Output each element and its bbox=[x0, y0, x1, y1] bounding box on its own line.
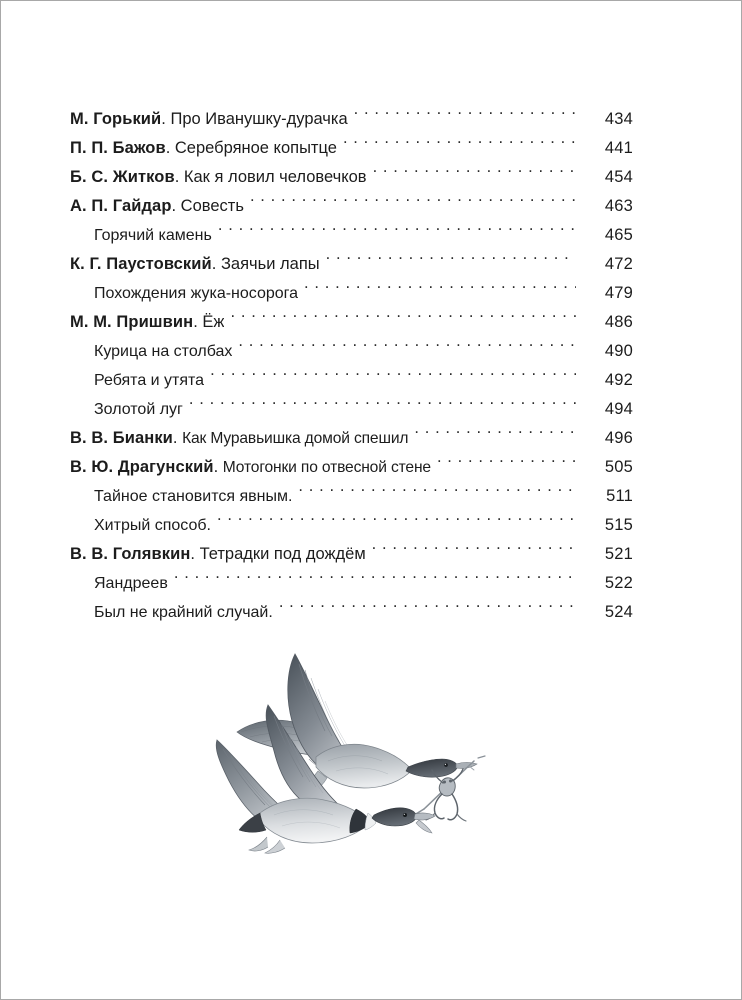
toc-entry-separator: . bbox=[193, 313, 203, 331]
toc-entry-title: Ёж bbox=[202, 313, 225, 331]
toc-entry-title: Про Иванушку-дурачка bbox=[170, 110, 348, 128]
toc-entry-label bbox=[70, 250, 320, 279]
toc-leader-dots bbox=[218, 224, 576, 241]
toc-entry-page-number: 441 bbox=[604, 139, 633, 157]
toc-leader-dots bbox=[343, 137, 576, 154]
toc-entry-page-number: 511 bbox=[606, 487, 633, 505]
toc-leader-dots bbox=[437, 456, 576, 473]
toc-entry-title: Заячьи лапы bbox=[220, 255, 320, 273]
two-ducks-carrying-frog-on-twig-illustration bbox=[206, 637, 486, 873]
toc-entry[interactable] bbox=[70, 395, 633, 424]
toc-entry-separator: . bbox=[174, 168, 184, 186]
toc-entry[interactable] bbox=[70, 192, 633, 221]
toc-leader-dots bbox=[174, 572, 576, 589]
toc-leader-dots bbox=[217, 514, 576, 531]
toc-entry-title: Золотой луг bbox=[94, 401, 183, 418]
toc-leader-dots bbox=[304, 282, 576, 299]
toc-entry[interactable] bbox=[70, 424, 633, 453]
toc-leader-dots bbox=[372, 543, 576, 560]
toc-entry-page-number: 486 bbox=[604, 313, 633, 331]
toc-entry-separator: . bbox=[172, 429, 183, 447]
toc-leader-dots bbox=[373, 166, 576, 183]
toc-entry-title: Серебряное копытце bbox=[174, 139, 337, 157]
toc-entry-author: М. М. Пришвин bbox=[70, 313, 194, 331]
toc-entry-separator: . bbox=[190, 545, 200, 563]
toc-entry[interactable] bbox=[70, 511, 633, 540]
toc-entry[interactable] bbox=[70, 308, 633, 337]
toc-leader-dots bbox=[326, 253, 576, 270]
toc-entry-label bbox=[70, 221, 212, 250]
toc-entry-separator: . bbox=[165, 139, 175, 157]
toc-entry-page-number: 490 bbox=[604, 342, 633, 360]
toc-entry-title: Был не крайний случай. bbox=[94, 604, 273, 621]
toc-entry-label bbox=[70, 540, 366, 569]
toc-entry-label bbox=[70, 453, 431, 482]
toc-entry[interactable] bbox=[70, 221, 633, 250]
toc-entry[interactable] bbox=[70, 598, 633, 627]
toc-entry-label bbox=[70, 569, 168, 598]
toc-entry-label bbox=[70, 395, 183, 424]
toc-entry-title: Похождения жука-носорога bbox=[94, 285, 299, 302]
toc-entry-author: В. Ю. Драгунский bbox=[70, 458, 214, 476]
toc-entry-author: В. В. Голявкин bbox=[70, 545, 191, 563]
toc-leader-dots bbox=[238, 340, 576, 357]
toc-entry-title: Как Муравьишка домой спешил bbox=[182, 430, 409, 447]
toc-leader-dots bbox=[230, 311, 576, 328]
toc-entry-label bbox=[70, 134, 337, 163]
toc-entry-page-number: 465 bbox=[604, 226, 633, 244]
toc-entry[interactable] bbox=[70, 569, 633, 598]
toc-entry-label bbox=[70, 279, 298, 308]
toc-entry-page-number: 492 bbox=[604, 371, 633, 389]
toc-entry-page-number: 494 bbox=[604, 400, 633, 418]
toc-entry-title: Хитрый способ. bbox=[94, 517, 211, 534]
toc-leader-dots bbox=[250, 195, 576, 212]
toc-entry-page-number: 522 bbox=[604, 574, 633, 592]
toc-entry-label bbox=[70, 511, 211, 540]
toc-entry-author: К. Г. Паустовский bbox=[70, 255, 212, 273]
toc-entry[interactable] bbox=[70, 540, 633, 569]
toc-entry[interactable] bbox=[70, 453, 633, 482]
toc-entry-label bbox=[70, 424, 408, 453]
toc-entry-title: Как я ловил человечков bbox=[183, 168, 367, 186]
toc-leader-dots bbox=[298, 485, 576, 502]
toc-entry-page-number: 472 bbox=[604, 255, 633, 273]
toc-entry-label bbox=[70, 163, 367, 192]
toc-entry-page-number: 521 bbox=[604, 545, 633, 563]
toc-entry[interactable] bbox=[70, 366, 633, 395]
toc-entry[interactable] bbox=[70, 279, 633, 308]
toc-entry-page-number: 479 bbox=[604, 284, 633, 302]
toc-entry-title: Ребята и утята bbox=[94, 372, 205, 389]
toc-entry[interactable] bbox=[70, 482, 633, 511]
toc-entry-title: Тайное становится явным. bbox=[94, 488, 293, 505]
toc-entry-title: Мотогонки по отвесной стене bbox=[222, 459, 431, 476]
toc-entry-author: П. П. Бажов bbox=[70, 139, 166, 157]
toc-entry-author: Б. С. Житков bbox=[70, 168, 175, 186]
toc-entry-separator: . bbox=[213, 458, 223, 476]
toc-entry[interactable] bbox=[70, 250, 633, 279]
toc-entry-title: Совесть bbox=[180, 197, 244, 215]
toc-entry-label bbox=[70, 366, 204, 395]
toc-entry-page-number: 454 bbox=[604, 168, 633, 186]
toc-entry-label bbox=[70, 482, 292, 511]
toc-entry-page-number: 463 bbox=[604, 197, 633, 215]
toc-entry-separator: . bbox=[171, 197, 181, 215]
toc-entry-separator: . bbox=[161, 110, 171, 128]
toc-entry-title: Горячий камень bbox=[94, 227, 212, 244]
toc-entry[interactable] bbox=[70, 163, 633, 192]
toc-leader-dots bbox=[279, 601, 576, 618]
toc-entry-title: Тетрадки под дождём bbox=[199, 545, 366, 563]
table-of-contents bbox=[70, 105, 633, 627]
toc-entry-page-number: 496 bbox=[604, 429, 633, 447]
toc-leader-dots bbox=[189, 398, 576, 415]
toc-entry-label bbox=[70, 337, 232, 366]
toc-entry-author: А. П. Гайдар bbox=[70, 197, 172, 215]
toc-leader-dots bbox=[210, 369, 576, 386]
toc-entry-author: В. В. Бианки bbox=[70, 429, 173, 447]
toc-entry-title: Яандреев bbox=[94, 575, 168, 592]
toc-entry-page-number: 524 bbox=[604, 603, 633, 621]
toc-entry-title: Курица на столбах bbox=[94, 343, 233, 360]
toc-entry-page-number: 515 bbox=[604, 516, 633, 534]
toc-leader-dots bbox=[414, 427, 576, 444]
toc-entry-page-number: 505 bbox=[604, 458, 633, 476]
toc-entry-label bbox=[70, 308, 224, 337]
toc-entry-label bbox=[70, 192, 244, 221]
toc-entry[interactable] bbox=[70, 105, 633, 134]
toc-entry[interactable] bbox=[70, 337, 633, 366]
toc-entry-page-number: 434 bbox=[604, 110, 633, 128]
toc-entry-label bbox=[70, 598, 273, 627]
toc-entry-separator: . bbox=[211, 255, 221, 273]
toc-entry-author: М. Горький bbox=[70, 110, 162, 128]
toc-entry[interactable] bbox=[70, 134, 633, 163]
toc-entry-label bbox=[70, 105, 348, 134]
toc-leader-dots bbox=[354, 108, 576, 125]
